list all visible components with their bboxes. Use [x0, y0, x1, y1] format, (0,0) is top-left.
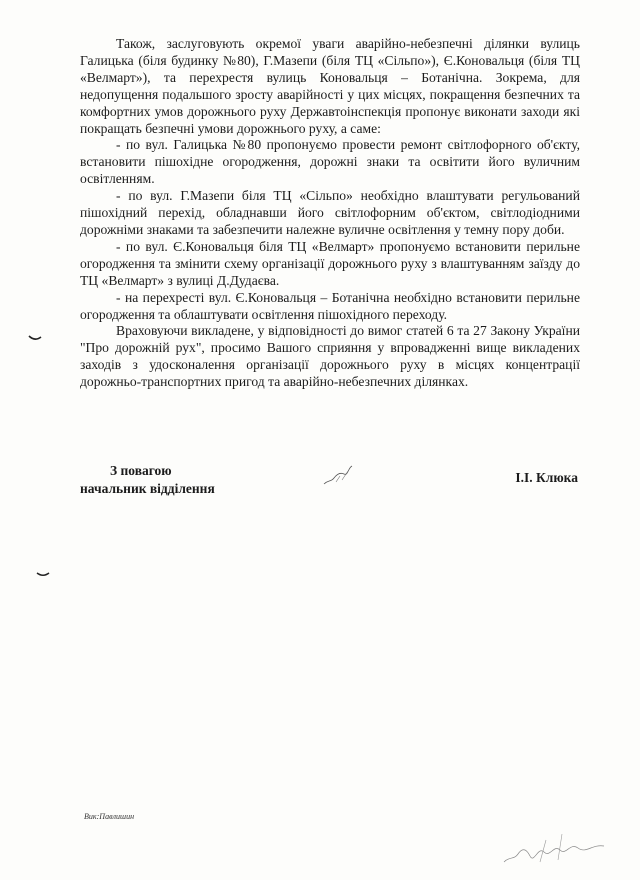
signer-name: І.І. Клюка	[515, 470, 578, 485]
margin-mark-top	[28, 332, 42, 342]
letter-body	[80, 36, 580, 391]
measure-item-galytska: - по вул. Галицька №80 пропонуємо провести ремонт світлофорного об'єкту, встановити пішохідне огородження, дорожні знаки та освітити його вуличним освітленням.	[80, 137, 580, 187]
signature-block	[80, 462, 215, 498]
signer-position: начальник відділення	[80, 481, 215, 496]
executor-note: Вик:Павлишин	[84, 812, 135, 821]
conclusion-paragraph: Враховуючи викладене, у відповідності до вимог статей 6 та 27 Закону України "Про дорожній рух", просимо Вашого сприяння у впровадженні вище викладених заходів з удосконалення організації дорожнього руху в місцях концентрації дорожньо-транспортних пригод та аварійно-небезпечних ділянках.	[80, 323, 580, 390]
measure-item-intersection: - на перехресті вул. Є.Коновальця – Ботанічна необхідно встановити перильне огородження та облаштувати освітлення пішохідного переходу.	[80, 289, 580, 322]
handwritten-scribble	[500, 826, 610, 870]
measure-item-konovaltsia: - по вул. Є.Коновальця біля ТЦ «Велмарт» пропонуємо встановити перильне огородження та змінити схему організації дорожнього руху з влаштуванням заїзду до ТЦ «Велмарт» з вулиці Д.Дудаєва.	[80, 238, 580, 288]
closing-text: З повагою	[110, 463, 172, 478]
margin-mark-bottom	[36, 570, 50, 578]
measure-item-mazepy: - по вул. Г.Мазепи біля ТЦ «Сільпо» необхідно влаштувати регульований пішохідний перехід, обладнавши його світлофорним об'єктом, світлодіодними дорожніми знаками та забезпечити належне вуличне освітлення у темну пору доби.	[80, 188, 580, 237]
handwritten-signature	[322, 462, 362, 488]
intro-paragraph: Також, заслуговують окремої уваги аварійно-небезпечні ділянки вулиць Галицька (біля будинку №80), Г.Мазепи (біля ТЦ «Сільпо»), Є.Коновальця (біля ТЦ «Велмарт»), та перехрестя вулиць Коновальця – Ботанічна. Зокрема, для недопущення подальшого зросту аварійності у цих місцях, покращення безпечних та комфортних умов дорожнього руху Державтоінспекція пропонує виконати заходи які покращать безпечні умови дорожнього руху, а саме:	[80, 36, 580, 136]
